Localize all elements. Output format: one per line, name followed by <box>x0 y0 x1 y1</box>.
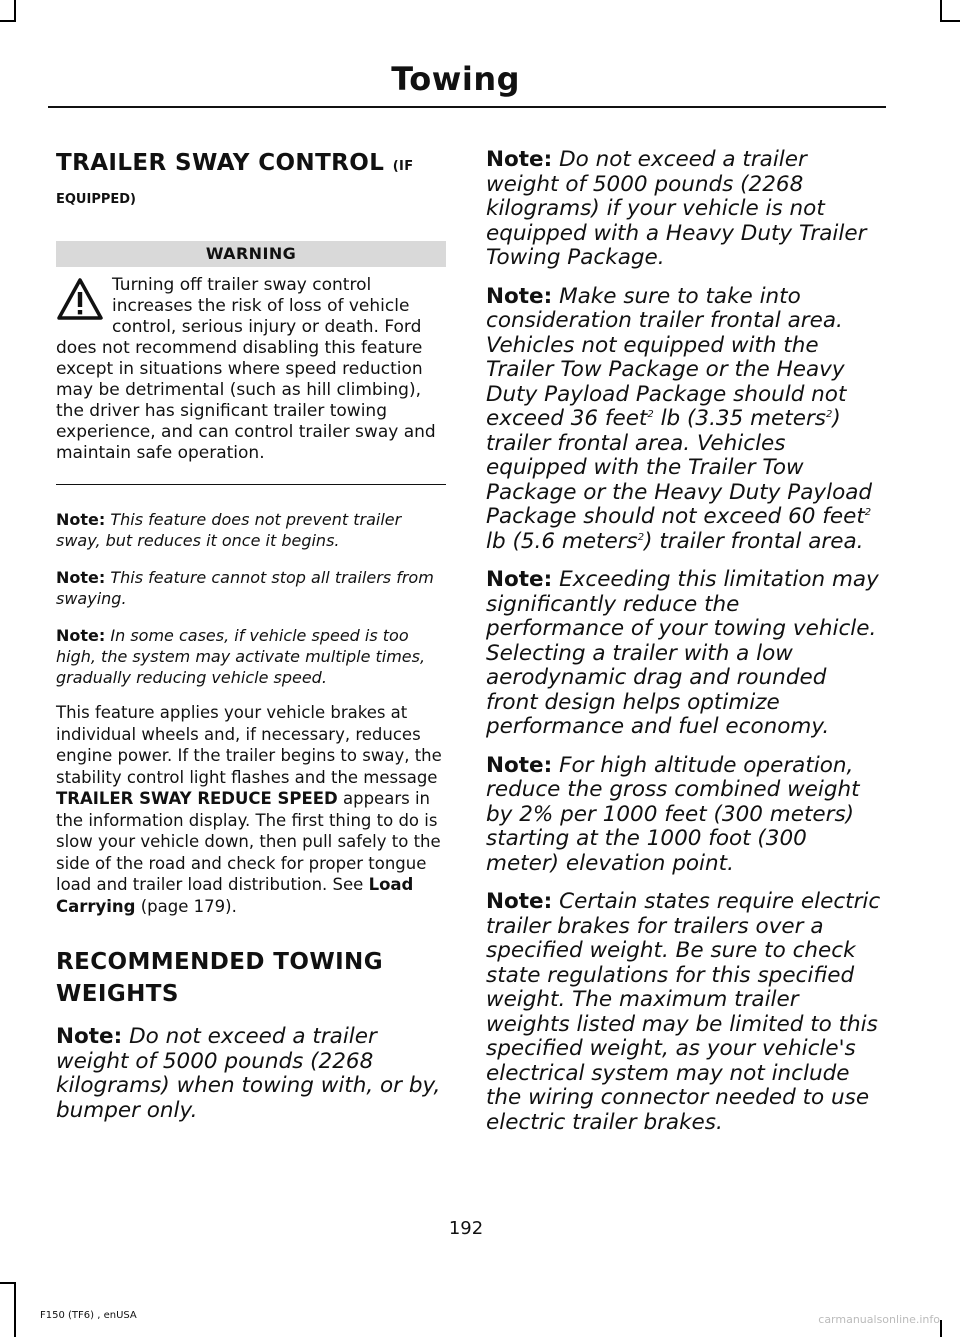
note-text: Exceeding this limitation may significantly reduce the performance of your towing vehicle. Selecting a trailer with a low aerodynamic drag and rounded front design helps optimize performance and fuel economy. <box>486 567 879 739</box>
section-title-text: TRAILER SWAY CONTROL <box>56 150 385 176</box>
note <box>486 148 882 271</box>
footer-model: F150 (TF6) , enUSA <box>40 1310 137 1321</box>
section2-title <box>56 947 446 1009</box>
note-text: lb (5.6 meters <box>486 528 638 554</box>
note-text: ) trailer frontal area. Vehicles equipped with the Trailer Tow Package or the Heavy Duty Payload Package should not exceed 60 feet <box>486 406 873 529</box>
page-number: 192 <box>448 1218 484 1239</box>
section2-title-line1: RECOMMENDED TOWING <box>56 949 383 975</box>
note <box>486 754 882 877</box>
crop-mark <box>0 1282 16 1284</box>
note <box>56 509 446 551</box>
note-label: Note: <box>56 568 106 587</box>
note-label: Note: <box>486 889 553 914</box>
paragraph-text: This feature applies your vehicle brakes at individual wheels and, if necessary, reduces engine power. If the trailer begins to sway, the stability control light flashes and the message <box>56 703 442 787</box>
body-paragraph <box>56 702 446 917</box>
note <box>486 890 882 1135</box>
left-column <box>56 148 446 1123</box>
superscript: 2 <box>647 408 654 420</box>
note-text: Do not exceed a trailer weight of 5000 pounds (2268 kilograms) when towing with, or by, bumper only. <box>56 1024 441 1123</box>
paragraph-text: appears in the information display. The first thing to do is slow your vehicle down, then pull safely to the side of the road and check for proper tongue load and trailer load distribution. See <box>56 789 441 894</box>
cross-reference-link[interactable]: Load Carrying <box>56 875 414 916</box>
right-column <box>486 148 882 1135</box>
note-text: Certain states require electric trailer brakes for trailers over a specified weight. Be sure to check state regulations for this specified weight. The maximum trailer weights listed may be limited to this specified weight, as your vehicle's electrical system may not include the wiring connector needed to use electric trailer brakes. <box>486 889 881 1135</box>
superscript: 2 <box>637 531 645 543</box>
note <box>56 1025 446 1123</box>
crop-mark <box>940 0 942 20</box>
superscript: 2 <box>864 506 872 518</box>
note-text: Do not exceed a trailer weight of 5000 pounds (2268 kilograms) if your vehicle is not equipped with a Heavy Duty Trailer Towing Package. <box>486 147 867 270</box>
note-text: For high altitude operation, reduce the gross combined weight by 2% per 1000 feet (300 meters) starting at the 1000 foot (300 meter) elevation point. <box>486 752 860 876</box>
note-text: ) trailer frontal area. <box>644 528 864 554</box>
note-text: lb (3.35 meters <box>653 406 826 431</box>
section2-title-line2: WEIGHTS <box>56 981 179 1007</box>
page-reference: (page 179). <box>135 896 237 916</box>
note-label: Note: <box>486 283 553 309</box>
crop-mark <box>940 20 960 22</box>
display-message: TRAILER SWAY REDUCE SPEED <box>56 789 338 808</box>
note-label: Note: <box>486 752 553 778</box>
section-title-suffix-line2: EQUIPPED) <box>56 192 136 207</box>
warning-triangle-icon <box>56 277 104 321</box>
note-text: Make sure to take into consideration trailer frontal area. Vehicles not equipped with the Trailer Tow Package or the Heavy Duty Payload Package should not exceed 36 feet <box>486 283 847 431</box>
note <box>56 625 446 688</box>
crop-mark <box>14 0 16 20</box>
note-label: Note: <box>486 147 553 172</box>
page-header-title: Towing <box>391 60 520 98</box>
warning-box <box>56 275 446 464</box>
note <box>56 567 446 609</box>
crop-mark <box>940 1320 942 1337</box>
section-title-suffix: (IF <box>392 159 414 174</box>
crop-mark <box>0 20 16 22</box>
crop-mark <box>14 1282 16 1337</box>
note-text: In some cases, if vehicle speed is too high, the system may activate multiple times, gradually reducing vehicle speed. <box>56 626 426 687</box>
note-label: Note: <box>56 626 106 645</box>
warning-text: Turning off trailer sway control increases the risk of loss of vehicle control, serious injury or death. Ford does not recommend disabling this feature except in situations where speed reduction may be detrimental (such as hill climbing), the driver has significant trailer towing experience, and can control trailer sway and maintain safe operation. <box>56 275 436 463</box>
note <box>486 285 882 555</box>
header-rule <box>48 106 886 108</box>
note <box>486 568 882 740</box>
superscript: 2 <box>826 408 833 420</box>
note-label: Note: <box>486 567 553 592</box>
note-text: This feature does not prevent trailer sway, but reduces it once it begins. <box>56 510 402 550</box>
note-label: Note: <box>56 1024 123 1049</box>
warning-rule <box>56 484 446 485</box>
note-text: This feature cannot stop all trailers from swaying. <box>56 568 434 608</box>
note-label: Note: <box>56 510 106 529</box>
watermark: carmanualsonline.info <box>818 1313 940 1326</box>
warning-heading: WARNING <box>56 241 446 267</box>
section-title <box>56 148 446 182</box>
